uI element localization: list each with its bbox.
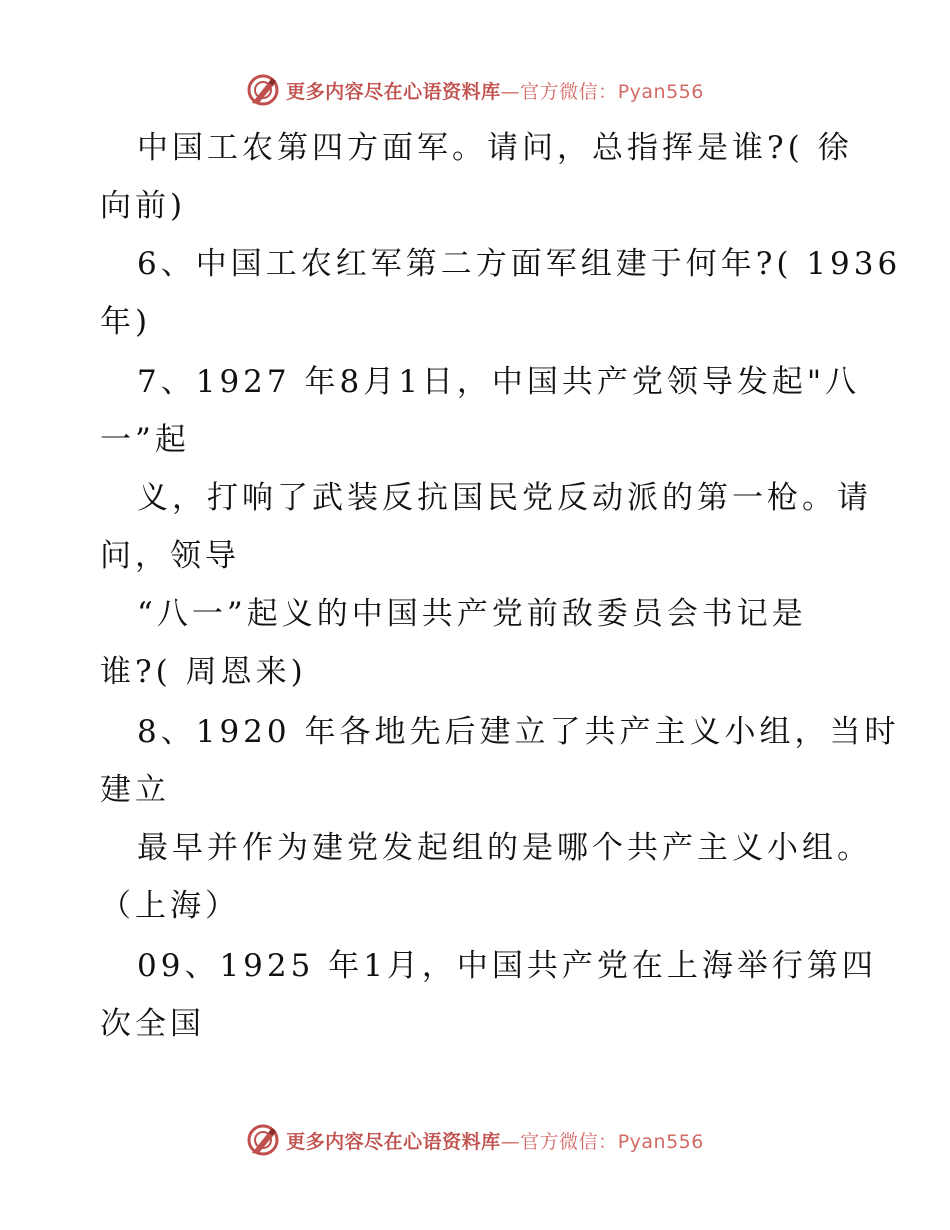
text-line: 建立 [100, 772, 170, 808]
text-line: 最早并作为建党发起组的是哪个共产主义小组。 [137, 830, 872, 866]
footer-banner [0, 1120, 950, 1160]
text-line: 6、中国工农红军第二方面军组建于何年?( 1936 [137, 246, 902, 282]
text-line: 谁?( 周恩来) [100, 654, 307, 690]
text-line: 一”起 [100, 422, 190, 458]
text-line: 向前) [100, 188, 187, 224]
banner-text [286, 77, 704, 104]
text-line: 中国工农第四方面军。请问，总指挥是谁?( 徐 [137, 130, 853, 166]
banner-site-name: 更多内容尽在心语资料库 [286, 1130, 501, 1153]
text-line: 义，打响了武装反抗国民党反动派的第一枪。请 [137, 480, 872, 516]
text-line: 年) [100, 304, 152, 340]
banner-wechat-id: Pyan556 [617, 1130, 704, 1153]
banner-separator: —官方微信： [500, 1130, 618, 1153]
pen-logo-icon [246, 73, 280, 107]
text-line: 次全国 [100, 1006, 205, 1042]
pen-logo-icon [246, 1123, 280, 1157]
text-line: 7、1927 年8月1日，中国共产党领导发起"八 [137, 364, 861, 400]
text-line: 8、1920 年各地先后建立了共产主义小组，当时 [137, 714, 900, 750]
banner-text [286, 1127, 704, 1154]
text-line: “八一”起义的中国共产党前敌委员会书记是 [137, 596, 807, 632]
text-line: 09、1925 年1月，中国共产党在上海举行第四 [137, 948, 877, 984]
header-banner [0, 70, 950, 110]
banner-wechat-id: Pyan556 [617, 80, 704, 103]
text-line: 问，领导 [100, 538, 240, 574]
banner-separator: —官方微信： [500, 80, 618, 103]
text-line: （上海） [100, 888, 240, 924]
banner-site-name: 更多内容尽在心语资料库 [286, 80, 501, 103]
